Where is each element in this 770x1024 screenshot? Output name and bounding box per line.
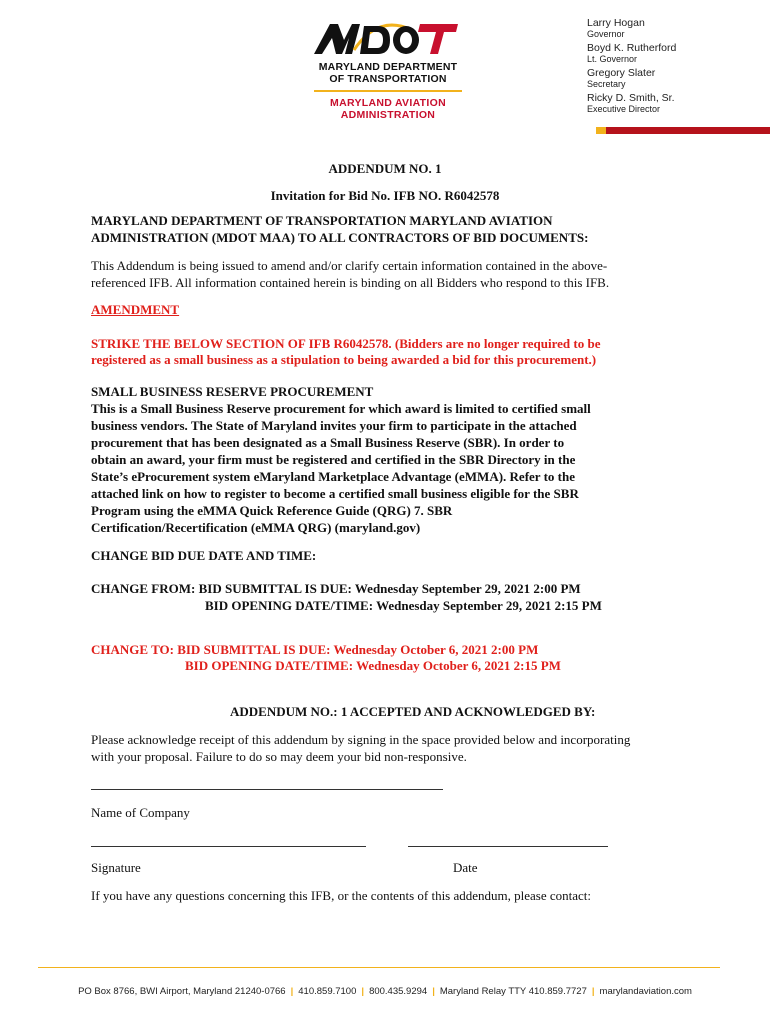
official-title: Lt. Governor xyxy=(587,54,638,64)
sbr-line: This is a Small Business Reserve procurement for which award is limited to certified small xyxy=(91,401,591,416)
footer-address: PO Box 8766, BWI Airport, Maryland 21240-0766 xyxy=(78,986,286,997)
change-heading: CHANGE BID DUE DATE AND TIME: xyxy=(91,548,317,563)
footer-separator: | xyxy=(591,986,595,997)
strike-line2: registered as a small business as a stipulation to being awarded a bid for this procurement.) xyxy=(91,352,597,367)
official-name: Ricky D. Smith, Sr. xyxy=(587,92,675,104)
mdot-logo-mark xyxy=(308,20,468,56)
officials-list xyxy=(587,17,757,117)
dept-name-line2: OF TRANSPORTATION xyxy=(329,73,447,85)
header-red-bar xyxy=(600,127,770,134)
strike-line1: STRIKE THE BELOW SECTION OF IFB R6042578. (Bidders are no longer required to be xyxy=(91,336,601,351)
footer-relay: Maryland Relay TTY 410.859.7727 xyxy=(439,986,587,997)
accepted-heading: ADDENDUM NO.: 1 ACCEPTED AND ACKNOWLEDGED BY: xyxy=(230,704,596,719)
amendment-heading: AMENDMENT xyxy=(91,302,180,317)
company-name-label: Name of Company xyxy=(91,805,190,820)
footer-divider xyxy=(38,967,720,968)
questions-line: If you have any questions concerning this IFB, or the contents of this addendum, please contact: xyxy=(91,888,592,903)
official-title: Governor xyxy=(587,29,625,39)
maa-name-line1: MARYLAND AVIATION xyxy=(330,97,446,109)
date-label: Date xyxy=(453,860,478,875)
sbr-line: attached link on how to register to become a certified small business eligible for the SBR xyxy=(91,486,579,501)
official-name: Boyd K. Rutherford xyxy=(587,42,677,54)
ack-line2: with your proposal. Failure to do so may deem your bid non-responsive. xyxy=(91,749,467,764)
change-to-submittal: CHANGE TO: BID SUBMITTAL IS DUE: Wednesday October 6, 2021 2:00 PM xyxy=(91,642,539,657)
signature-label: Signature xyxy=(91,860,141,875)
ack-line1: Please acknowledge receipt of this addendum by signing in the space provided below and incorporating xyxy=(91,732,631,747)
sbr-line: Program using the eMMA Quick Reference Guide (QRG) 7. SBR xyxy=(91,503,453,518)
signature-field[interactable] xyxy=(91,845,366,847)
date-field[interactable] xyxy=(408,845,608,847)
sbr-line: State’s eProcurement system eMaryland Marketplace Advantage (eMMA). Refer to the xyxy=(91,469,575,484)
footer-contact xyxy=(0,986,770,997)
dept-name-line1: MARYLAND DEPARTMENT xyxy=(318,61,458,73)
intro-line1: This Addendum is being issued to amend and/or clarify certain information contained in the above- xyxy=(91,258,608,273)
addressee-line2: ADMINISTRATION (MDOT MAA) TO ALL CONTRACTORS OF BID DOCUMENTS: xyxy=(91,230,589,245)
maa-name-line2: ADMINISTRATION xyxy=(340,109,436,121)
footer-website[interactable]: marylandaviation.com xyxy=(599,986,692,997)
company-name-field[interactable] xyxy=(91,788,443,790)
footer-separator: | xyxy=(432,986,435,997)
mdot-logo xyxy=(308,20,468,121)
footer-separator: | xyxy=(361,986,365,997)
footer-phone-tollfree: 800.435.9294 xyxy=(369,986,428,997)
footer-phone-main: 410.859.7100 xyxy=(298,986,357,997)
footer-separator: | xyxy=(290,986,294,997)
sbr-heading: SMALL BUSINESS RESERVE PROCUREMENT xyxy=(91,384,374,399)
sbr-line: business vendors. The State of Maryland invites your firm to participate in the attached xyxy=(91,418,577,433)
official-title: Executive Director xyxy=(587,104,661,114)
change-from-submittal: CHANGE FROM: BID SUBMITTAL IS DUE: Wednesday September 29, 2021 2:00 PM xyxy=(91,581,581,596)
sbr-line: Certification/Recertification (eMMA QRG) (maryland.gov) xyxy=(91,520,421,535)
header-gold-accent xyxy=(596,127,606,134)
logo-divider xyxy=(314,90,462,92)
intro-line2: referenced IFB. All information contained herein is binding on all Bidders who respond to this IFB. xyxy=(91,275,610,290)
official-name: Gregory Slater xyxy=(587,67,656,79)
addressee-line1: MARYLAND DEPARTMENT OF TRANSPORTATION MARYLAND AVIATION xyxy=(91,213,553,228)
addendum-title: ADDENDUM NO. 1 xyxy=(328,161,442,176)
sbr-line: procurement that has been designated as a Small Business Reserve (SBR). In order to xyxy=(91,435,565,450)
change-to-opening: BID OPENING DATE/TIME: Wednesday October 6, 2021 2:15 PM xyxy=(185,658,561,673)
official-name: Larry Hogan xyxy=(587,17,645,29)
sbr-line: obtain an award, your firm must be registered and certified in the SBR Directory in the xyxy=(91,452,576,467)
change-from-opening: BID OPENING DATE/TIME: Wednesday September 29, 2021 2:15 PM xyxy=(205,598,602,613)
official-title: Secretary xyxy=(587,79,626,89)
sbr-paragraph xyxy=(91,400,691,536)
invitation-line: Invitation for Bid No. IFB NO. R6042578 xyxy=(270,188,500,203)
